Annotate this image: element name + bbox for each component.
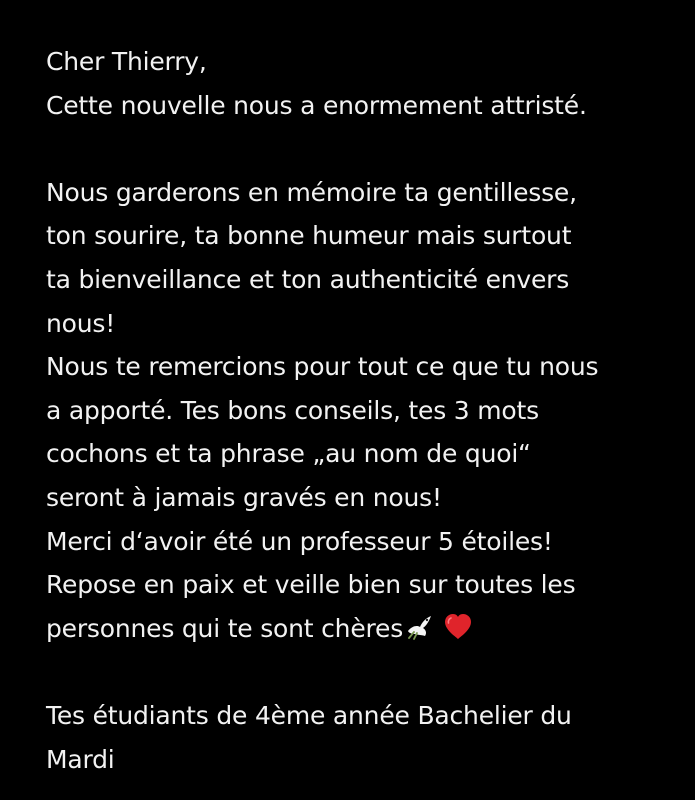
message-line-text: personnes qui te sont chères [46,613,404,643]
paragraph-spacer [46,127,676,171]
message-line: Nous te remercions pour tout ce que tu nous [46,352,599,382]
message-line: ta bienveillance et ton authenticité envers [46,264,570,294]
paragraph-spacer [46,650,676,694]
signature-line: Mardi [46,744,115,774]
message-line: seront à jamais gravés en nous! [46,482,442,512]
message-line: a apporté. Tes bons conseils, tes 3 mots [46,395,539,425]
dove-icon [405,610,433,636]
message-line: Nous garderons en mémoire ta gentillesse, [46,177,577,207]
greeting-line: Cher Thierry, [46,47,207,76]
message-line: Cette nouvelle nous a enormement attristé. [46,90,587,120]
message-line: nous! [46,308,116,338]
red-heart-icon [443,611,473,639]
message-line: Repose en paix et veille bien sur toutes les [46,570,576,600]
signature-line: Tes étudiants de 4ème année Bachelier du [46,700,572,730]
message-body [46,40,676,781]
message-line: Merci d‘avoir été un professeur 5 étoiles! [46,526,553,556]
message-line-with-emojis [46,607,676,651]
message-line: cochons et ta phrase „au nom de quoi“ [46,439,531,469]
message-line: ton sourire, ta bonne humeur mais surtout [46,221,572,251]
